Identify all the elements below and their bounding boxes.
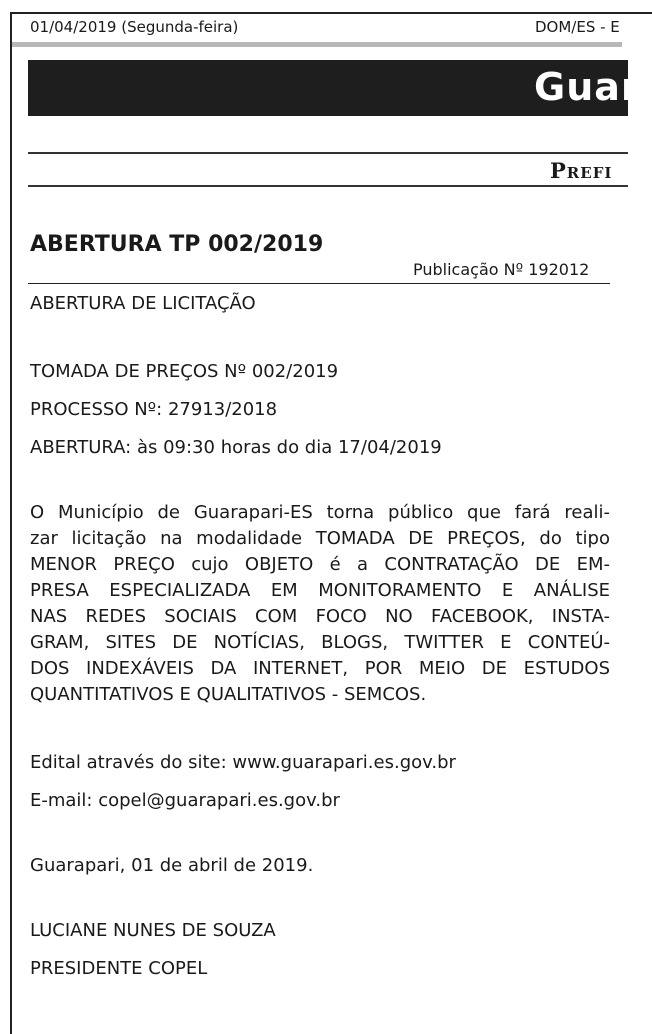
section-rule-bottom xyxy=(28,185,628,187)
place-and-date: Guarapari, 01 de abril de 2019. xyxy=(30,855,314,876)
body-paragraph xyxy=(30,500,610,708)
document-title: ABERTURA TP 002/2019 xyxy=(30,232,324,257)
body-line: NAS REDES SOCIAIS COM FOCO NO FACEBOOK, INSTA- xyxy=(30,606,610,627)
publication-rule xyxy=(28,283,610,284)
header-source: DOM/ES - E xyxy=(535,18,620,36)
section-title: Prefi xyxy=(550,158,613,183)
signer-role: PRESIDENTE COPEL xyxy=(30,958,208,979)
header-date: 01/04/2019 (Segunda-feira) xyxy=(30,18,239,36)
tomada-de-precos: TOMADA DE PREÇOS Nº 002/2019 xyxy=(30,361,339,382)
document-type: ABERTURA DE LICITAÇÃO xyxy=(30,293,256,314)
banner xyxy=(28,60,641,116)
email-link: E-mail: copel@guarapari.es.gov.br xyxy=(30,790,340,811)
body-line: QUANTITATIVOS E QUALITATIVOS - SEMCOS. xyxy=(30,684,427,705)
body-line: DOS INDEXÁVEIS DA INTERNET, POR MEIO DE ESTUDOS xyxy=(30,658,610,679)
body-line: GRAM, SITES DE NOTÍCIAS, BLOGS, TWITTER E CONTEÚ- xyxy=(30,632,610,653)
body-line: zar licitação na modalidade TOMADA DE PREÇOS, do tipo xyxy=(30,528,610,549)
body-line: MENOR PREÇO cujo OBJETO é a CONTRATAÇÃO DE EM- xyxy=(30,554,610,575)
publication-number: Publicação Nº 192012 xyxy=(413,260,590,279)
body-line: O Município de Guarapari-ES torna público que fará reali- xyxy=(30,502,610,523)
header-divider xyxy=(12,42,622,47)
abertura-date: ABERTURA: às 09:30 horas do dia 17/04/2019 xyxy=(30,437,442,458)
processo: PROCESSO Nº: 27913/2018 xyxy=(30,399,278,420)
body-line: PRESA ESPECIALIZADA EM MONITORAMENTO E ANÁLISE xyxy=(30,580,610,601)
signer-name: LUCIANE NUNES DE SOUZA xyxy=(30,920,276,941)
banner-title: Guar xyxy=(534,65,641,109)
section-rule-top xyxy=(28,152,628,154)
edital-link: Edital através do site: www.guarapari.es.gov.br xyxy=(30,752,456,773)
